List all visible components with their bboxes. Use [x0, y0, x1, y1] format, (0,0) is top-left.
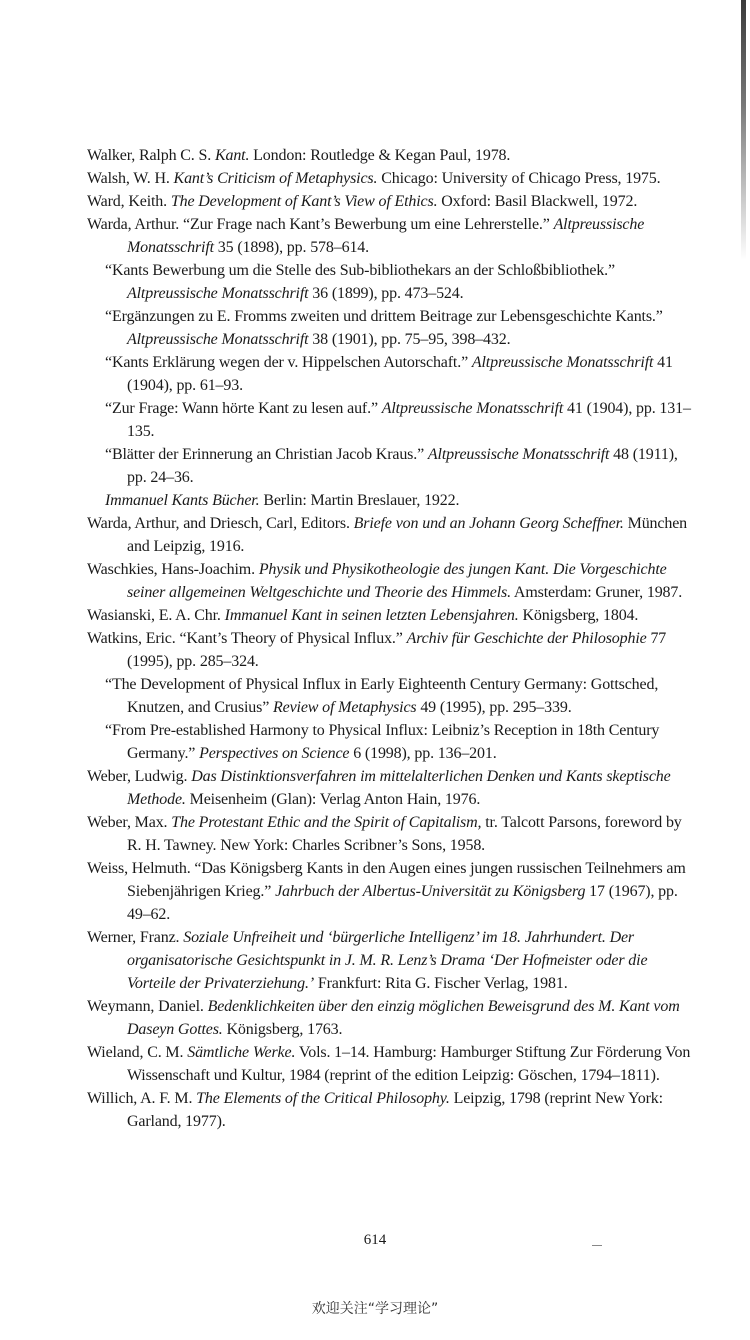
page-number: 614 — [363, 1232, 387, 1248]
bib-entry: Walsh, W. H. Kant’s Criticism of Metaphysics. Chicago: University of Chicago Press, 1975. — [87, 170, 661, 187]
bib-entry-sub: “Zur Frage: Wann hörte Kant zu lesen auf.” Altpreussische Monatsschrift 41 (1904), pp. 131–135. — [105, 400, 691, 440]
bib-entry: Waschkies, Hans-Joachim. Physik und Physikotheologie des jungen Kant. Die Vorgeschichte seiner allgemeinen Weltgeschichte und Theorie des Himmels. Amsterdam: Gruner, 1987. — [87, 561, 683, 601]
bib-entry: Weymann, Daniel. Bedenklichkeiten über den einzig möglichen Beweisgrund des M. Kant vom Daseyn Gottes. Königsberg, 1763. — [87, 998, 680, 1038]
bib-entry: Werner, Franz. Soziale Unfreiheit und ‘bürgerliche Intelligenz’ im 18. Jahrhundert. Der organisatorische Gesichtspunkt in J. M. R. Lenz’s Drama ‘Der Hofmeister oder die Vorteile der Privaterziehung.’ Frankfurt: Rita G. Fischer Verlag, 1981. — [87, 929, 648, 992]
bibliography-list — [87, 144, 697, 1133]
scan-mark — [592, 1245, 602, 1246]
bib-entry: Warda, Arthur, and Driesch, Carl, Editors. Briefe von und an Johann Georg Scheffner. München and Leipzig, 1916. — [87, 515, 687, 555]
bib-entry-sub: Immanuel Kants Bücher. Berlin: Martin Breslauer, 1922. — [105, 492, 460, 509]
bib-entry: Wasianski, E. A. Chr. Immanuel Kant in seinen letzten Lebensjahren. Königsberg, 1804. — [87, 607, 639, 624]
bib-entry: Warda, Arthur. “Zur Frage nach Kant’s Bewerbung um eine Lehrerstelle.” Altpreussische Monatsschrift 35 (1898), pp. 578–614. — [87, 216, 645, 256]
bib-entry-sub: “Blätter der Erinnerung an Christian Jacob Kraus.” Altpreussische Monatsschrift 48 (1911), pp. 24–36. — [105, 446, 678, 486]
footer-note: 欢迎关注“学习理论” — [311, 1301, 439, 1317]
bib-entry: Wieland, C. M. Sämtliche Werke. Vols. 1–14. Hamburg: Hamburger Stiftung Zur Förderung Von Wissenschaft und Kultur, 1984 (reprint of the edition Leipzig: Göschen, 1794–1811). — [87, 1044, 691, 1084]
bib-entry: Weber, Ludwig. Das Distinktionsverfahren im mittelalterlichen Denken und Kants skeptische Methode. Meisenheim (Glan): Verlag Anton Hain, 1976. — [87, 768, 671, 808]
bib-entry-sub: “Ergänzungen zu E. Fromms zweiten und drittem Beitrage zur Lebensgeschichte Kants.” Altpreussische Monatsschrift 38 (1901), pp. 75–95, 398–432. — [105, 308, 663, 348]
bib-entry: Willich, A. F. M. The Elements of the Critical Philosophy. Leipzig, 1798 (reprint New York: Garland, 1977). — [87, 1090, 663, 1130]
bib-entry-sub: “Kants Erklärung wegen der v. Hippelschen Autorschaft.” Altpreussische Monatsschrift 41 (1904), pp. 61–93. — [105, 354, 673, 394]
bib-entry: Walker, Ralph C. S. Kant. London: Routledge & Kegan Paul, 1978. — [87, 147, 511, 164]
bib-entry-sub: “From Pre-established Harmony to Physical Influx: Leibniz’s Reception in 18th Century Germany.” Perspectives on Science 6 (1998), pp. 136–201. — [105, 722, 660, 762]
scan-edge-shadow — [741, 0, 746, 260]
bib-entry: Ward, Keith. The Development of Kant’s View of Ethics. Oxford: Basil Blackwell, 1972. — [87, 193, 638, 210]
bib-entry-sub: “Kants Bewerbung um die Stelle des Sub-bibliothekars an der Schloßbibliothek.” Altpreussische Monatsschrift 36 (1899), pp. 473–524. — [105, 262, 615, 302]
bib-entry: Weiss, Helmuth. “Das Königsberg Kants in den Augen eines jungen russischen Teilnehmers am Siebenjährigen Krieg.” Jahrbuch der Albertus-Universität zu Königsberg 17 (1967), pp. 49–62. — [87, 860, 686, 923]
bib-entry-sub: “The Development of Physical Influx in Early Eighteenth Century Germany: Gottsched, Knutzen, and Crusius” Review of Metaphysics 49 (1995), pp. 295–339. — [105, 676, 659, 716]
bib-entry: Watkins, Eric. “Kant’s Theory of Physical Influx.” Archiv für Geschichte der Philosophie 77 (1995), pp. 285–324. — [87, 630, 667, 670]
bib-entry: Weber, Max. The Protestant Ethic and the Spirit of Capitalism, tr. Talcott Parsons, foreword by R. H. Tawney. New York: Charles Scribner’s Sons, 1958. — [87, 814, 682, 854]
